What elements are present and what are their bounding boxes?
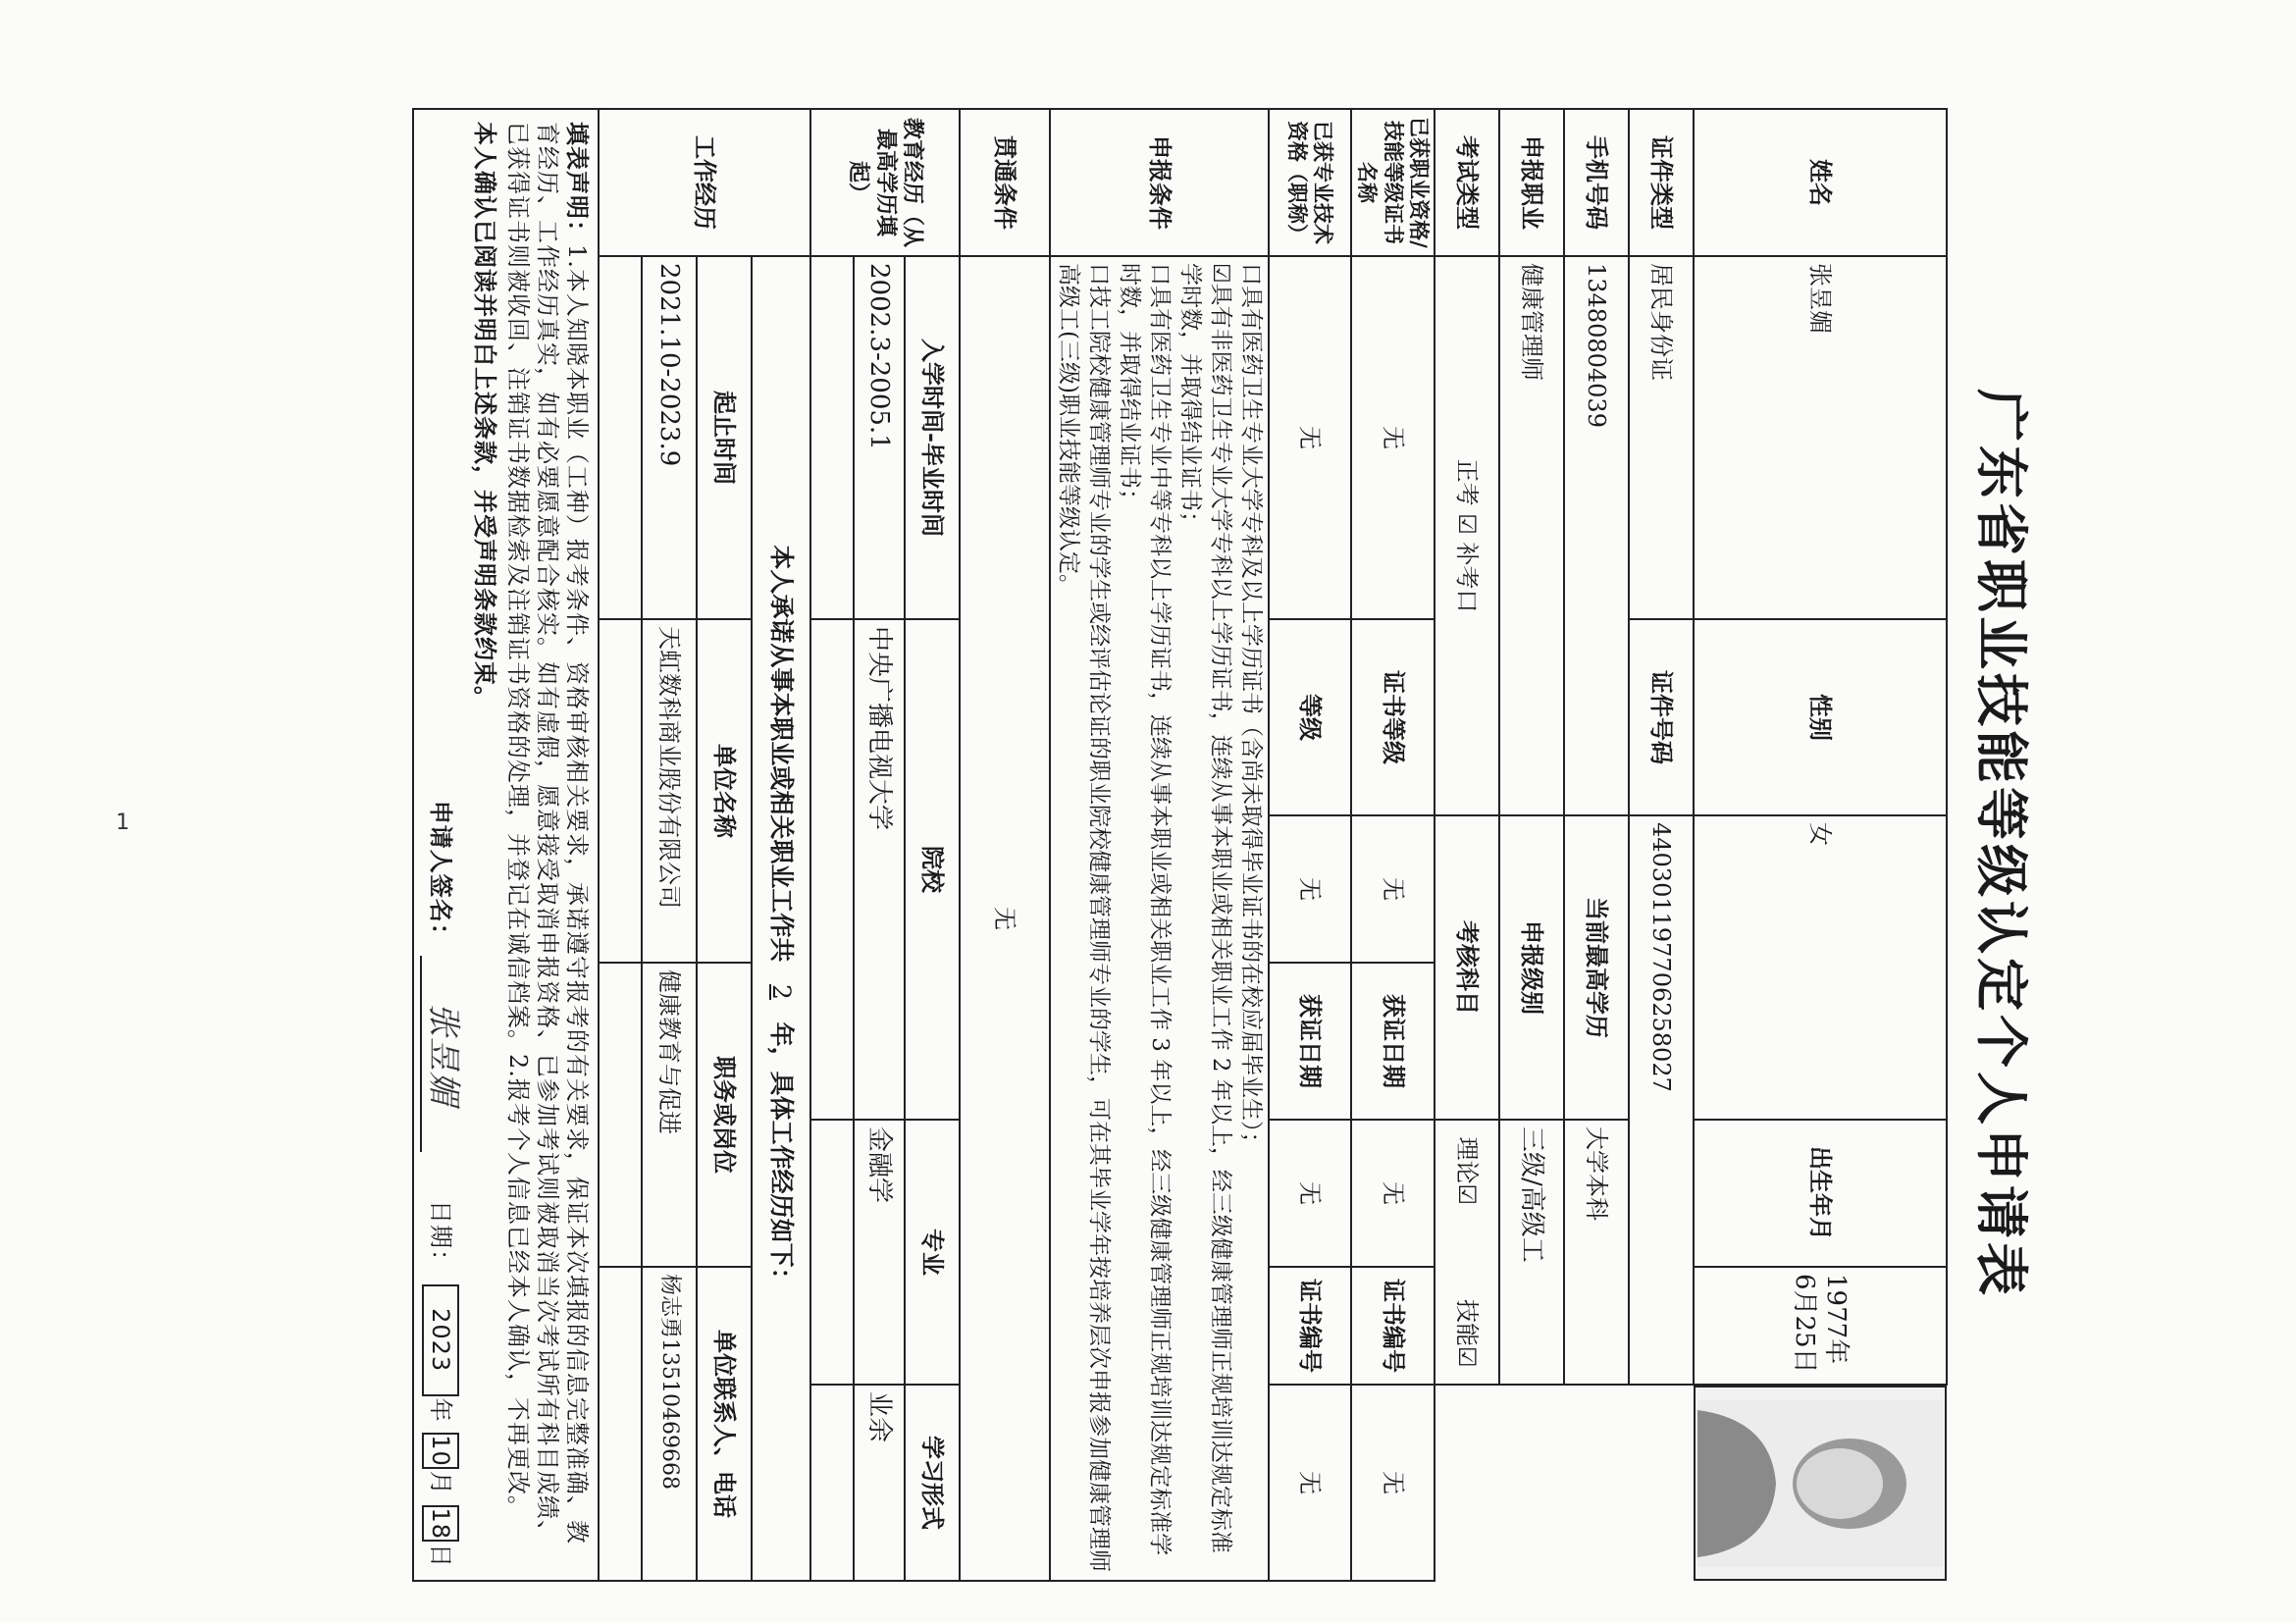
id-no-value: 440301197706258027 xyxy=(1629,815,1694,1385)
condition-option-3: 口具有医药卫生专业中等专科以上学历证书，连续从事本职业或相关职业工作 3 年以上，经三级健康管理师正规培训达规定标准学时数，并取得结业证书； xyxy=(1117,263,1174,1556)
education-value: 大学本科 xyxy=(1564,1120,1629,1385)
declaration-section xyxy=(413,109,599,1581)
work-row-contact: 杨志勇13510469668 xyxy=(642,1267,697,1581)
date-year: 2023 xyxy=(422,1284,459,1396)
cert1-name: 无 xyxy=(1351,256,1435,619)
occupation-value: 健康管理师 xyxy=(1499,256,1564,815)
applicant-signature: 张昱媚 xyxy=(420,956,464,1152)
work-row-unit: 天虹数科商业股份有限公司 xyxy=(642,619,697,963)
birth-label: 出生年月 xyxy=(1694,1120,1947,1267)
sign-label: 申请人签名： xyxy=(426,800,455,948)
work-col-time: 起止时间 xyxy=(697,256,752,619)
declaration-confirm: 本人确认已阅读并明白上述条款，并受声明条款约束。 xyxy=(470,122,499,710)
work-empty-cell xyxy=(599,1267,642,1581)
date-day-unit: 日 xyxy=(426,1544,454,1568)
edu-empty-cell xyxy=(810,1385,854,1581)
conditions-label: 申报条件 xyxy=(1050,109,1269,256)
edu-empty-cell xyxy=(810,1120,854,1385)
cert1-date-label: 获证日期 xyxy=(1351,963,1435,1120)
declaration-text: 1.本人知晓本职业（工种）报考条件、资格审核相关要求，承诺遵守报考的有关要求，保证本次填报的信息完整准确、教育经历、工作经历真实，如有必要愿意配合核实。如有虚假，愿意接受取消申报资格、已参加考试则被取消当次考试所有科目成绩、已获得证书则被收回、注销证书数据检索及注销证书资格的处理，并登记在诚信档案。2.报考个人信息已经本人确认，不再更改。 xyxy=(503,122,591,1544)
applicant-photo xyxy=(1694,1386,1947,1581)
conditions-options xyxy=(1050,256,1269,1581)
cert1-no-label: 证书编号 xyxy=(1351,1267,1435,1385)
cert2-grade: 无 xyxy=(1269,815,1351,963)
work-row-time: 2021.10-2023.9 xyxy=(642,256,697,619)
declaration-body xyxy=(503,122,592,1568)
application-form xyxy=(118,108,2041,1580)
edu-col-time: 入学时间-毕业时间 xyxy=(905,256,960,619)
condition-option-4: 口技工院校健康管理师专业的学生或经评估论证的职业院校健康管理师专业的学生，可在其毕业学年按培养层次申报参加健康管理师高级工(三级)职业技能等级认定。 xyxy=(1055,263,1113,1572)
condition-option-2: ☑具有非医药卫生专业大学专科以上学历证书，连续从事本职业或相关职业工作 2 年以上，经三级健康管理师正规培训达规定标准学时数，并取得结业证书； xyxy=(1177,263,1234,1553)
work-empty-cell xyxy=(599,619,642,963)
edu-row-school: 中央广播电视大学 xyxy=(854,619,905,1120)
edu-empty-cell xyxy=(810,619,854,1120)
date-day: 18 xyxy=(422,1505,459,1542)
date-month: 10 xyxy=(422,1433,459,1469)
edu-col-mode: 学习形式 xyxy=(905,1385,960,1581)
occupation-label: 申报职业 xyxy=(1499,109,1564,256)
subject-label: 考核科目 xyxy=(1435,815,1499,1120)
date-month-unit: 月 xyxy=(426,1470,454,1495)
work-col-unit: 单位名称 xyxy=(697,619,752,963)
phone-value: 13480804039 xyxy=(1564,256,1629,815)
exam-type-value: 正考 ☑ 补考口 xyxy=(1435,256,1499,815)
education-history-label: 教育经历（从最高学历填起） xyxy=(810,109,960,256)
phone-label: 手机号码 xyxy=(1564,109,1629,256)
level-label: 申报级别 xyxy=(1499,815,1564,1120)
edu-col-school: 院校 xyxy=(905,619,960,1120)
birth-value: 1977年6月25日 xyxy=(1694,1267,1947,1385)
work-col-post: 职务或岗位 xyxy=(697,963,752,1267)
work-promise xyxy=(752,256,810,1581)
cert2-no: 无 xyxy=(1269,1385,1351,1581)
page-number: 1 xyxy=(116,811,130,835)
condition-option-1: 口具有医药卫生专业大学专科及以上学历证书（含尚未取得毕业证书的在校应届毕业生）； xyxy=(1238,263,1265,1155)
id-no-label: 证件号码 xyxy=(1629,619,1694,815)
cert1-no: 无 xyxy=(1351,1385,1435,1581)
edu-row-major: 金融学 xyxy=(854,1120,905,1385)
cert1-label: 已获职业资格/技能等级证书名称 xyxy=(1351,109,1435,256)
education-label: 当前最高学历 xyxy=(1564,815,1629,1120)
edu-row-time: 2002.3-2005.1 xyxy=(854,256,905,619)
cert2-name: 无 xyxy=(1269,256,1351,619)
transfer-label: 贯通条件 xyxy=(960,109,1050,256)
cert2-no-label: 证书编号 xyxy=(1269,1267,1351,1385)
date-year-unit: 年 xyxy=(426,1397,454,1423)
gender-value: 女 xyxy=(1694,815,1947,1120)
person-photo-icon xyxy=(1697,1400,1943,1567)
cert2-date-label: 获证日期 xyxy=(1269,963,1351,1120)
cert1-date: 无 xyxy=(1351,1120,1435,1267)
level-value: 三级/高级工 xyxy=(1499,1120,1564,1385)
declaration-label: 填表声明： xyxy=(562,122,592,244)
cert2-grade-label: 等级 xyxy=(1269,619,1351,815)
id-type-value: 居民身份证 xyxy=(1629,256,1694,619)
transfer-value: 无 xyxy=(960,256,1050,1581)
work-promise-years: 2 xyxy=(766,984,796,1000)
cert1-grade: 无 xyxy=(1351,815,1435,963)
cert2-label: 已获专业技术资格（职称） xyxy=(1269,109,1351,256)
gender-label: 性别 xyxy=(1694,619,1947,815)
edu-row-mode: 业余 xyxy=(854,1385,905,1581)
edu-empty-cell xyxy=(810,256,854,619)
date-label: 日期： xyxy=(426,1199,454,1274)
work-promise-suffix: 年，具体工作经历如下： xyxy=(766,1021,796,1292)
exam-type-label: 考试类型 xyxy=(1435,109,1499,256)
subject-value: 理论☑ 技能☑ xyxy=(1435,1120,1499,1385)
name-label: 姓名 xyxy=(1694,109,1947,256)
work-empty-cell xyxy=(599,256,642,619)
cert2-date: 无 xyxy=(1269,1120,1351,1267)
work-row-post: 健康教育与促进 xyxy=(642,963,697,1267)
signature-line xyxy=(420,122,464,1568)
form-table xyxy=(412,108,1948,1582)
work-empty-cell xyxy=(599,963,642,1267)
id-type-label: 证件类型 xyxy=(1629,109,1694,256)
work-promise-prefix: 本人承诺从事本职业或相关职业工作共 xyxy=(766,545,796,963)
form-title: 广东省职业技能等级认定个人申请表 xyxy=(1970,389,2033,1299)
name-value: 张昱媚 xyxy=(1694,256,1947,619)
edu-col-major: 专业 xyxy=(905,1120,960,1385)
work-col-contact: 单位联系人、电话 xyxy=(697,1267,752,1581)
work-history-label: 工作经历 xyxy=(599,109,810,256)
cert1-grade-label: 证书等级 xyxy=(1351,619,1435,815)
